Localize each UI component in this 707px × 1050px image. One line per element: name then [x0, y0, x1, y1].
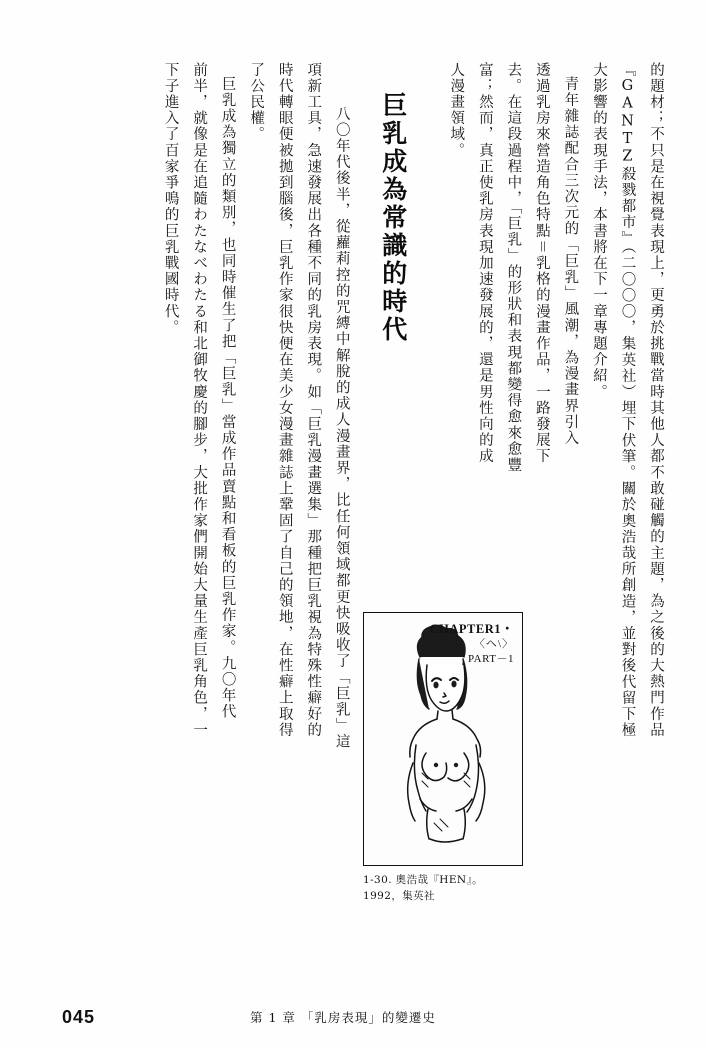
text-column: 青年雜誌配合三次元的「巨乳」風潮，為漫畫界引入: [562, 76, 579, 447]
footer-chapter-title: 第 1 章 「乳房表現」的變遷史: [250, 1010, 436, 1025]
text-column: 透過乳房來營造角色特點＝乳格的漫畫作品，一路發展下: [533, 62, 550, 465]
figure-caption-line1: 1-30. 奧浩哉『HEN』。: [363, 874, 484, 886]
figure-chapter-label: [430, 622, 514, 667]
text-column: 時代轉眼便被拋到腦後，巨乳作家很快便在美少女漫畫雜誌上鞏固了自己的領地，在性癖上取得: [276, 62, 293, 739]
page-footer: [0, 1004, 707, 1028]
text-column: 人漫畫領域。: [448, 62, 465, 159]
figure-chapter-sub: 〈ヘ\〉: [473, 637, 514, 650]
text-column: 去。在這段過程中，「巨乳」的形狀和表現都變得愈來愈豐: [505, 62, 522, 474]
text-column: 了公民權。: [248, 62, 265, 143]
text-column: 的題材；不只是在視覺表現上，更勇於挑戰當時其他人都不敢碰觸的主題，為之後的大熱門作品: [648, 62, 664, 739]
text-column: 前半，就像是在追隨わたなべわたる和北御牧慶的腳步，大批作家們開始大量生產巨乳角色，一: [191, 62, 208, 739]
text-column: 富；然而，真正使乳房表現加速發展的，還是男性向的成: [476, 62, 493, 465]
text-column: 巨乳成為獨立的類別，也同時催生了把「巨乳」當成作品賣點和看板的巨乳作家。九〇年代: [219, 76, 236, 720]
section-heading: 巨乳成為常識的時代: [378, 92, 408, 344]
figure-image-frame: [363, 612, 523, 866]
figure-chapter-title: CHAPTER1・: [429, 622, 514, 636]
text-column: 大影響的表現手法，本書將在下一章專題介紹。: [590, 62, 607, 401]
text-column: 八〇年代後半，從蘿莉控的咒縛中解脫的成人漫畫界，比任何領域都更快吸收了「巨乳」這: [333, 106, 350, 750]
text-column: 下子進入了百家爭鳴的巨乳戰國時代。: [162, 62, 179, 336]
figure-caption: [363, 873, 528, 905]
text-column: 『GANTZ殺戮都市』（二〇〇〇，集英社）埋下伏筆。關於奧浩哉所創造，並對後代留下極: [619, 62, 636, 739]
page-number: 045: [62, 1007, 96, 1027]
figure-caption-line2: 1992，集英社: [363, 889, 435, 902]
text-column: 項新工具，急速發展出各種不同的乳房表現。如「巨乳漫畫選集」那種把巨乳視為特殊性癖好的: [305, 62, 322, 739]
vertical-text-body: [40, 62, 667, 972]
figure-chapter-part: PART－1: [468, 653, 514, 666]
figure: [363, 612, 528, 905]
